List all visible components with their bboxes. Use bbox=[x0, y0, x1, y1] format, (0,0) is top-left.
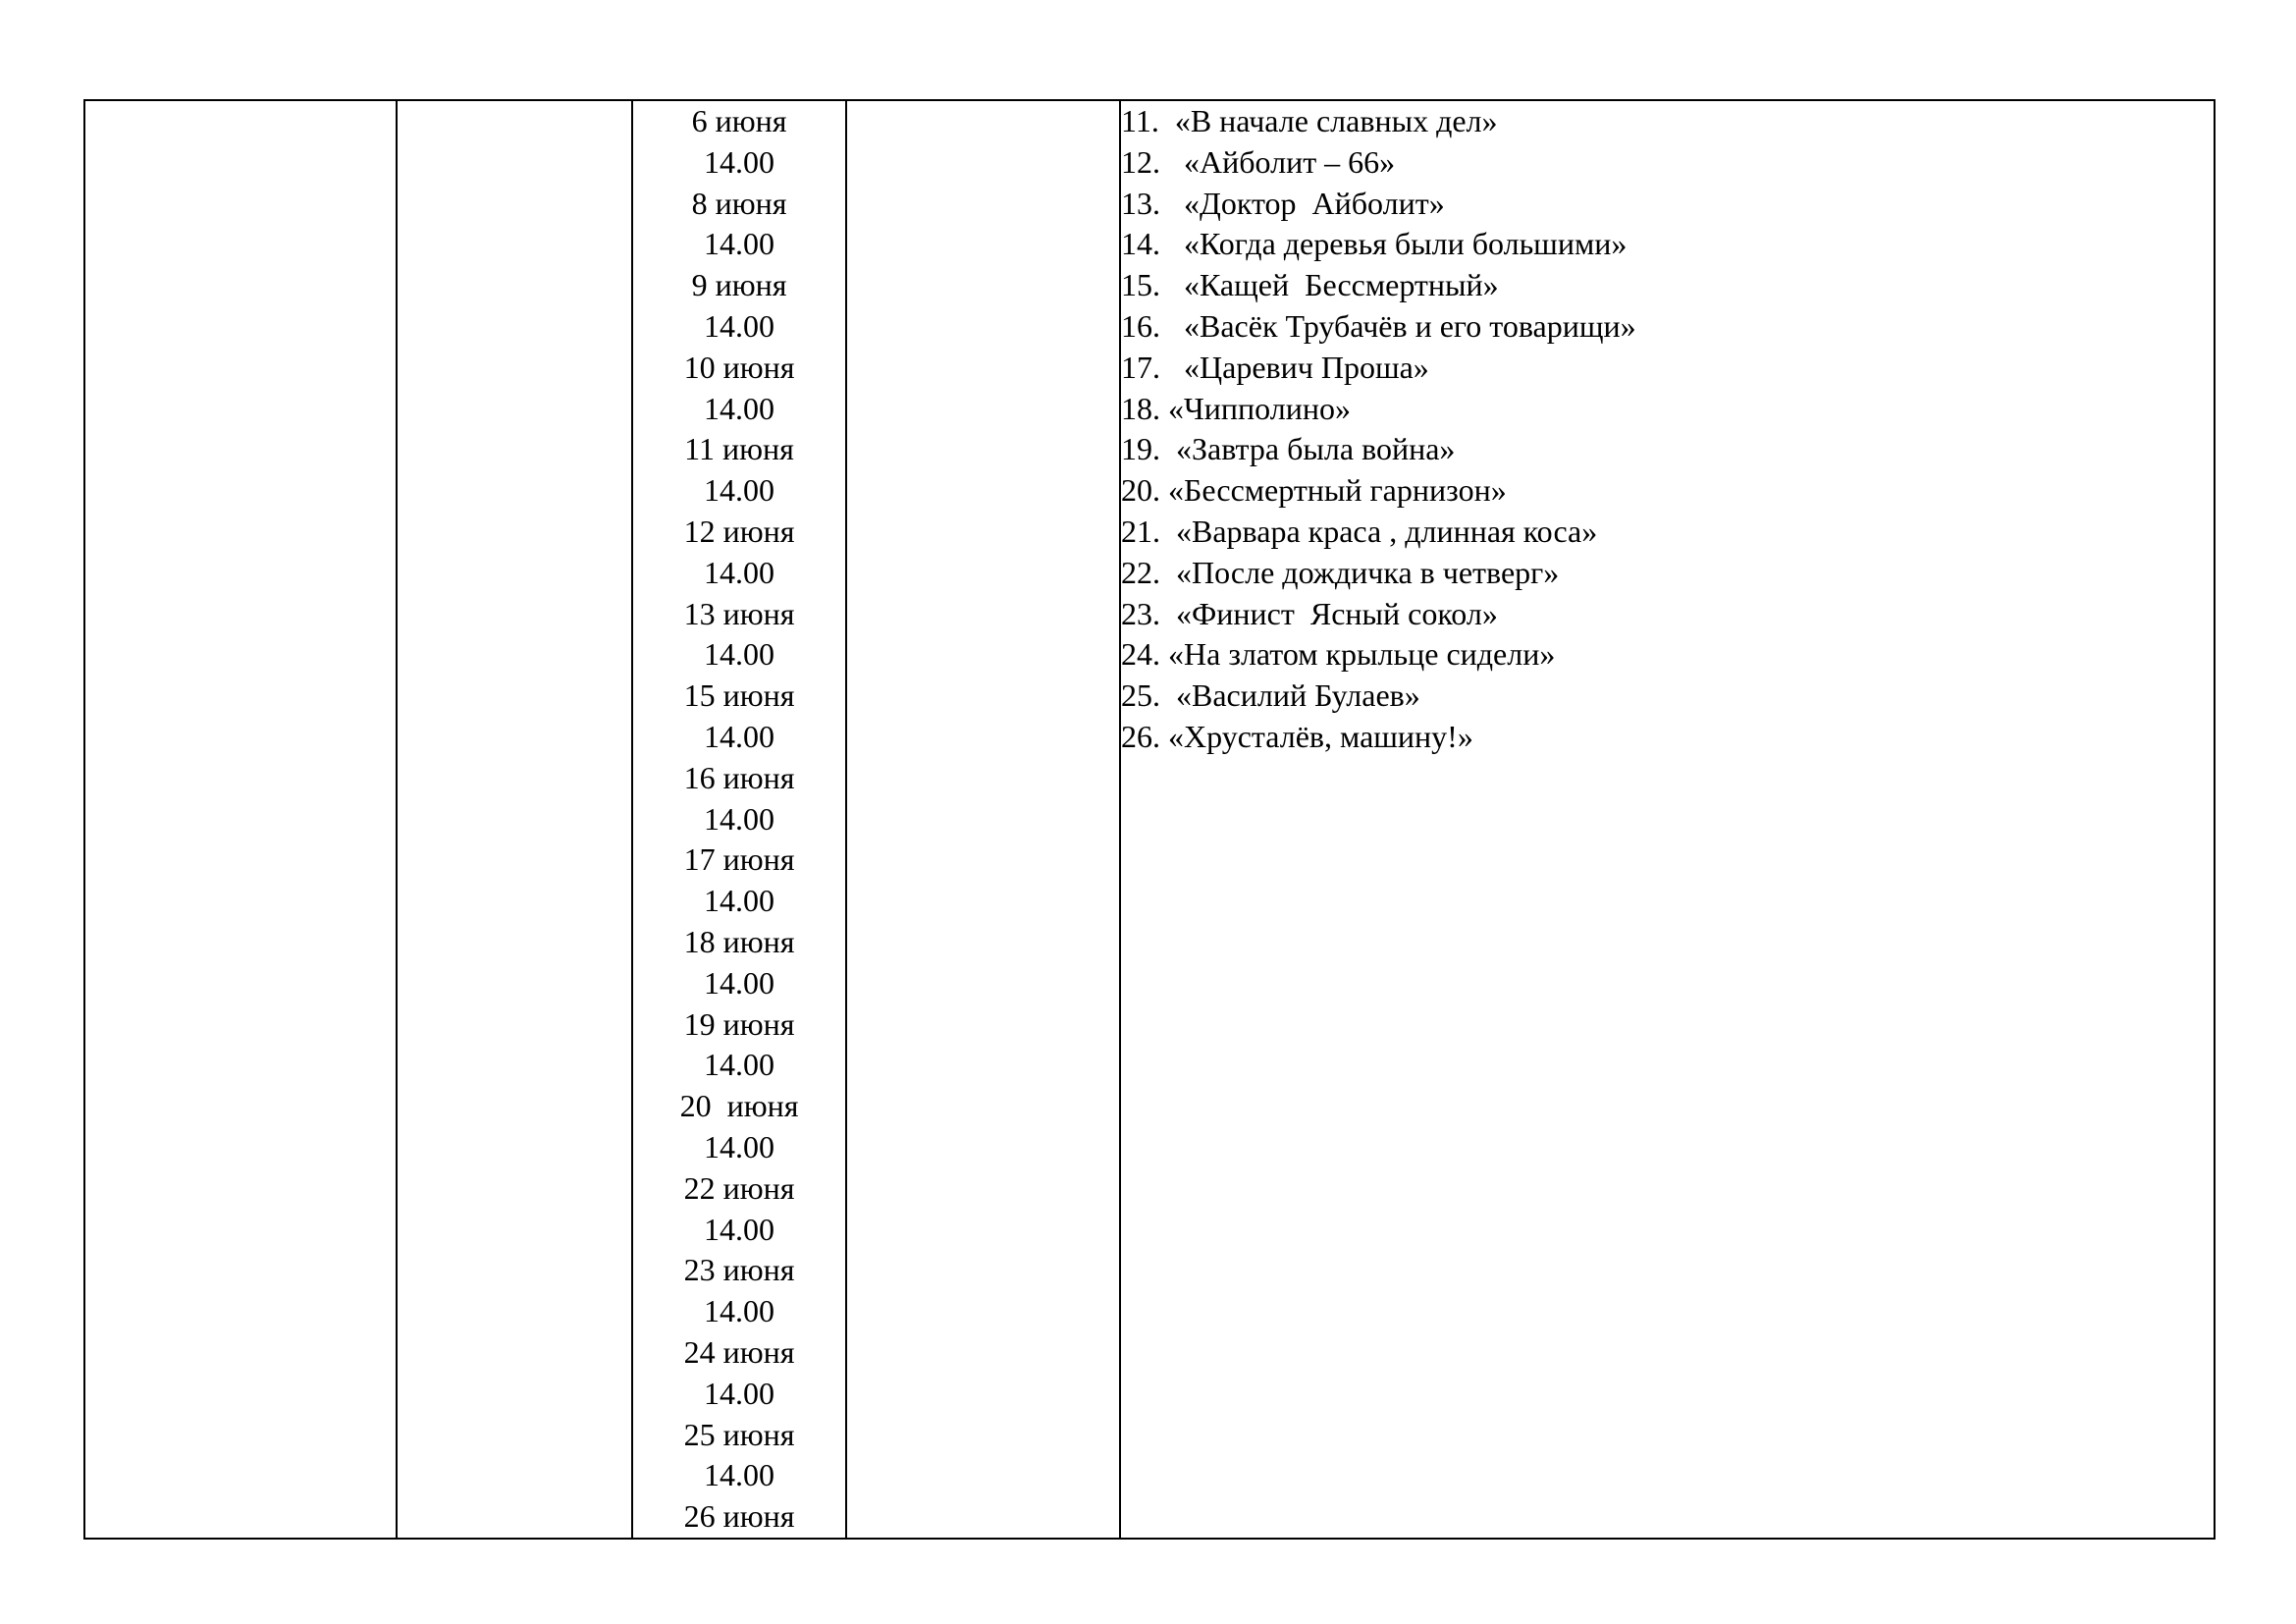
film-item: 19. «Завтра была война» bbox=[1121, 431, 1456, 467]
film-item: 17. «Царевич Проша» bbox=[1121, 349, 1429, 385]
date-line: 23 июня bbox=[683, 1252, 795, 1288]
film-item: 12. «Айболит – 66» bbox=[1121, 143, 1396, 180]
date-line: 15 июня bbox=[683, 677, 795, 714]
time-line: 14.00 bbox=[704, 1375, 774, 1411]
time-line: 14.00 bbox=[704, 472, 774, 509]
date-line: 19 июня bbox=[683, 1005, 795, 1042]
film-item: 22. «После дождичка в четверг» bbox=[1121, 554, 1560, 590]
time-line: 14.00 bbox=[704, 964, 774, 1001]
date-line: 11 июня bbox=[684, 431, 794, 467]
time-line: 14.00 bbox=[704, 390, 774, 426]
film-item: 24. «На златом крыльце сидели» bbox=[1121, 636, 1556, 673]
films-cell bbox=[1120, 100, 2215, 1539]
time-line: 14.00 bbox=[704, 226, 774, 262]
empty-cell-1 bbox=[84, 100, 397, 1539]
date-line: 26 июня bbox=[683, 1498, 795, 1535]
film-item: 11. «В начале славных дел» bbox=[1121, 103, 1498, 138]
dates-cell bbox=[632, 100, 846, 1539]
date-line: 24 июня bbox=[683, 1333, 795, 1370]
time-line: 14.00 bbox=[704, 800, 774, 837]
table-row bbox=[84, 100, 2215, 1539]
film-item: 15. «Кащей Бессмертный» bbox=[1121, 267, 1499, 303]
time-line: 14.00 bbox=[704, 1457, 774, 1493]
date-line: 25 июня bbox=[683, 1416, 795, 1452]
date-line: 10 июня bbox=[683, 349, 795, 385]
film-item: 21. «Варвара краса , длинная коса» bbox=[1121, 513, 1598, 549]
time-line: 14.00 bbox=[704, 883, 774, 919]
film-item: 14. «Когда деревья были большими» bbox=[1121, 226, 1628, 262]
film-item: 18. «Чипполино» bbox=[1121, 390, 1351, 426]
time-line: 14.00 bbox=[704, 1211, 774, 1247]
film-item: 20. «Бессмертный гарнизон» bbox=[1121, 472, 1507, 509]
time-line: 14.00 bbox=[704, 636, 774, 673]
film-item: 23. «Финист Ясный сокол» bbox=[1121, 595, 1498, 631]
date-line: 13 июня bbox=[683, 595, 795, 631]
time-line: 14.00 bbox=[704, 554, 774, 590]
film-item: 25. «Василий Булаев» bbox=[1121, 677, 1420, 714]
film-item: 13. «Доктор Айболит» bbox=[1121, 185, 1445, 221]
empty-cell-4 bbox=[846, 100, 1120, 1539]
schedule-table bbox=[83, 99, 2216, 1540]
empty-cell-2 bbox=[397, 100, 632, 1539]
film-item: 16. «Васёк Трубачёв и его товарищи» bbox=[1121, 307, 1636, 344]
time-line: 14.00 bbox=[704, 143, 774, 180]
date-line: 6 июня bbox=[691, 103, 787, 138]
date-line: 18 июня bbox=[683, 923, 795, 959]
film-item: 26. «Хрусталёв, машину!» bbox=[1121, 718, 1473, 754]
time-line: 14.00 bbox=[704, 718, 774, 754]
date-line: 16 июня bbox=[683, 759, 795, 795]
date-line: 9 июня bbox=[691, 267, 787, 303]
date-line: 12 июня bbox=[683, 513, 795, 549]
time-line: 14.00 bbox=[704, 1293, 774, 1329]
date-line: 20 июня bbox=[679, 1088, 799, 1124]
date-line: 22 июня bbox=[683, 1169, 795, 1206]
time-line: 14.00 bbox=[704, 1047, 774, 1083]
date-line: 17 июня bbox=[683, 841, 795, 878]
date-line: 8 июня bbox=[691, 185, 787, 221]
time-line: 14.00 bbox=[704, 307, 774, 344]
time-line: 14.00 bbox=[704, 1128, 774, 1164]
